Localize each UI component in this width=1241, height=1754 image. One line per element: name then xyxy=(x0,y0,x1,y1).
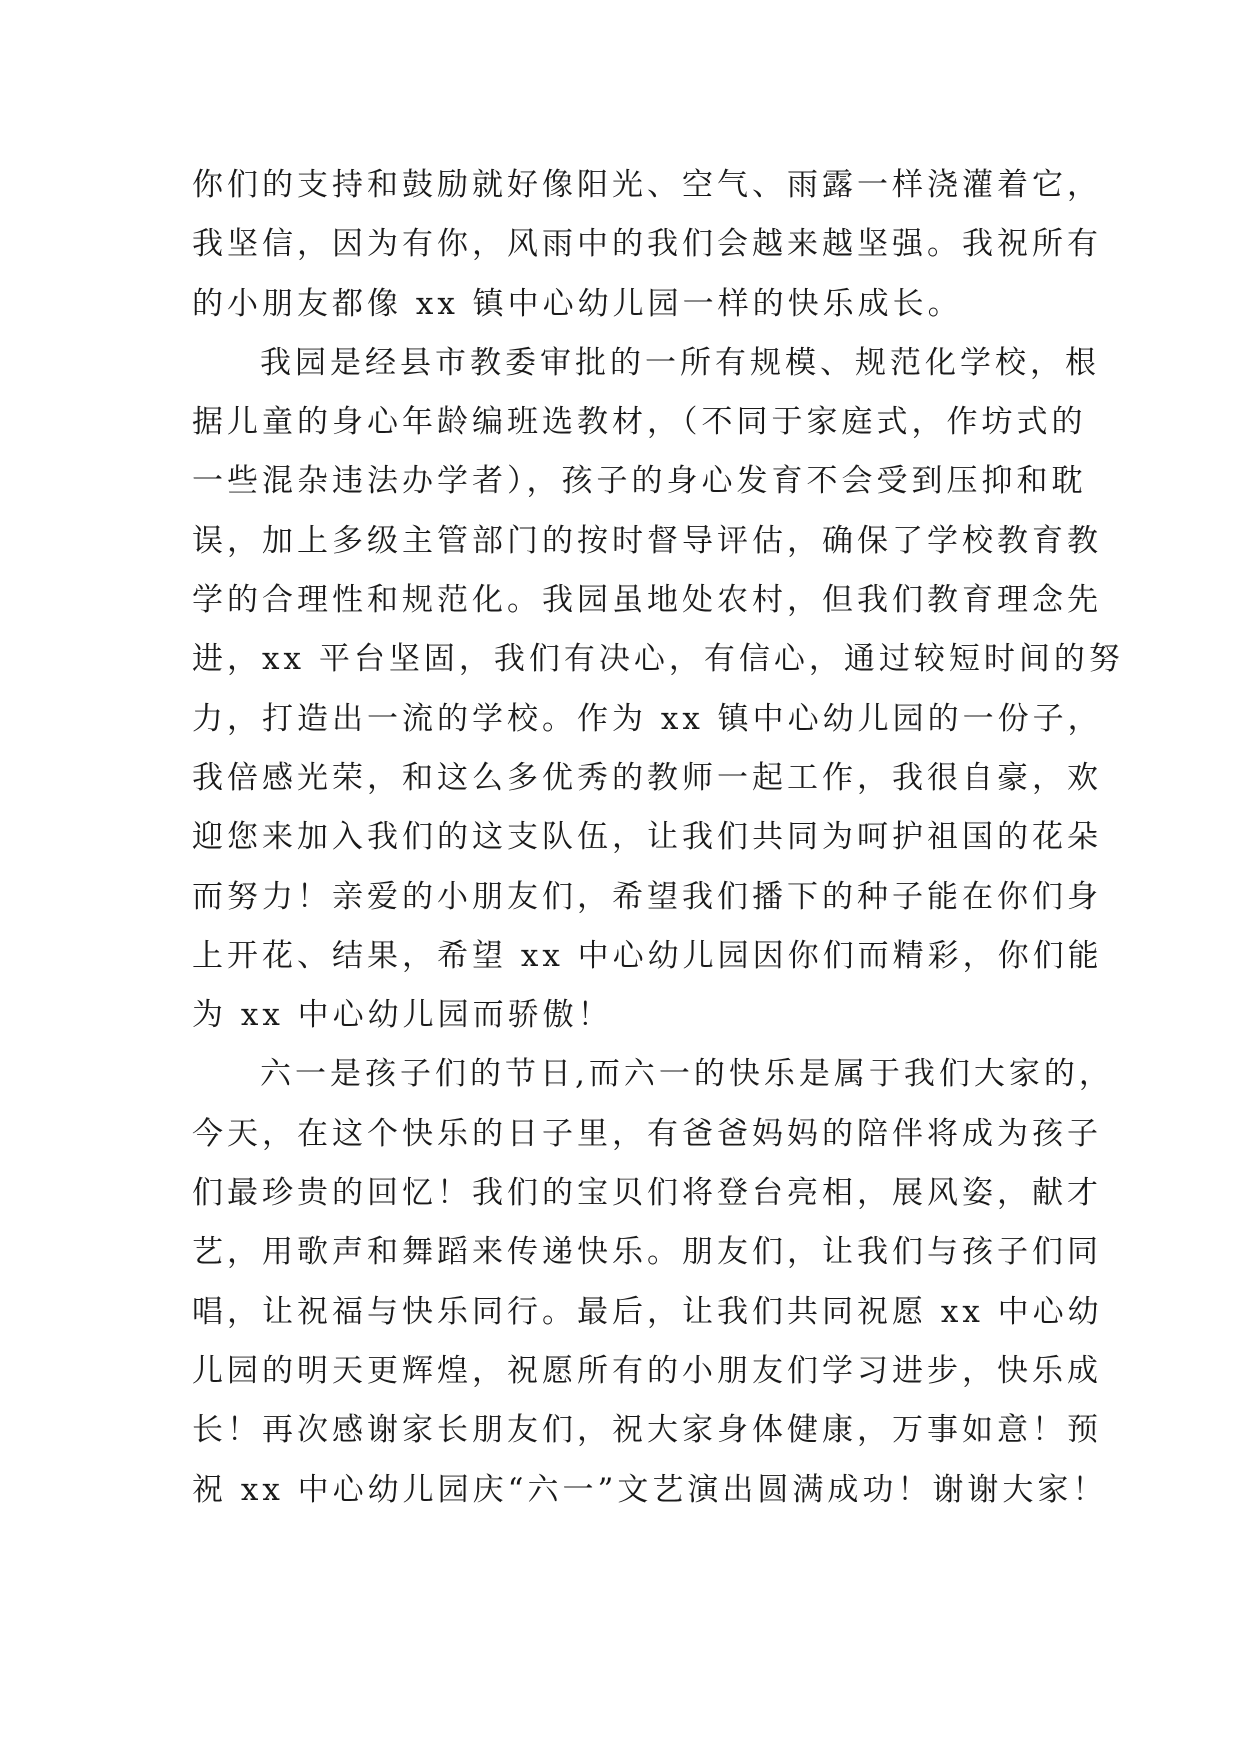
text-line: 据儿童的身心年龄编班选教材，（不同于家庭式，作坊式的 xyxy=(192,404,1087,441)
paragraph-3 xyxy=(192,1045,1114,1519)
document-body xyxy=(192,156,1124,1520)
text-line: 今天，在这个快乐的日子里，有爸爸妈妈的陪伴将成为孩子 xyxy=(192,1115,1102,1152)
text-line: 儿园的明天更辉煌，祝愿所有的小朋友们学习进步，快乐成 xyxy=(192,1352,1102,1389)
text-line: 误，加上多级主管部门的按时督导评估，确保了学校教育教 xyxy=(192,522,1102,559)
text-line: 一些混杂违法办学者），孩子的身心发育不会受到压抑和耽 xyxy=(192,463,1087,500)
text-line: 你们的支持和鼓励就好像阳光、空气、雨露一样浇灌着它， xyxy=(192,167,1102,203)
text-line: 唱，让祝福与快乐同行。最后，让我们共同祝愿 xx 中心幼 xyxy=(192,1293,1103,1330)
text-line: 祝 xx 中心幼儿园庆“六一”文艺演出圆满成功！谢谢大家！ xyxy=(192,1471,1108,1508)
text-line: 力，打造出一流的学校。作为 xx 镇中心幼儿园的一份子， xyxy=(192,700,1103,737)
text-line: 为 xx 中心幼儿园而骄傲！ xyxy=(192,997,613,1034)
text-line: 我坚信，因为有你，风雨中的我们会越来越坚强。我祝所有 xyxy=(192,226,1102,263)
text-line: 艺，用歌声和舞蹈来传递快乐。朋友们，让我们与孩子们同 xyxy=(192,1234,1102,1271)
text-line: 而努力！亲爱的小朋友们，希望我们播下的种子能在你们身 xyxy=(192,878,1102,915)
text-line: 我园是经县市教委审批的一所有规模、规范化学校，根 xyxy=(260,344,1100,381)
text-line: 们最珍贵的回忆！我们的宝贝们将登台亮相，展风姿，献才 xyxy=(192,1175,1102,1212)
text-line: 进，xx 平台坚固，我们有决心，有信心，通过较短时间的努 xyxy=(192,641,1124,678)
text-line: 学的合理性和规范化。我园虽地处农村，但我们教育理念先 xyxy=(192,582,1102,619)
paragraph-2 xyxy=(192,334,1124,1046)
text-line: 的小朋友都像 xx 镇中心幼儿园一样的快乐成长。 xyxy=(192,285,963,322)
paragraph-1 xyxy=(192,156,1102,334)
text-line: 长！再次感谢家长朋友们，祝大家身体健康，万事如意！预 xyxy=(192,1412,1102,1449)
text-line: 上开花、结果，希望 xx 中心幼儿园因你们而精彩，你们能 xyxy=(192,937,1103,974)
text-line: 六一是孩子们的节日,而六一的快乐是属于我们大家的， xyxy=(260,1056,1114,1093)
text-line: 迎您来加入我们的这支队伍，让我们共同为呵护祖国的花朵 xyxy=(192,819,1102,856)
text-line: 我倍感光荣，和这么多优秀的教师一起工作，我很自豪，欢 xyxy=(192,759,1102,796)
